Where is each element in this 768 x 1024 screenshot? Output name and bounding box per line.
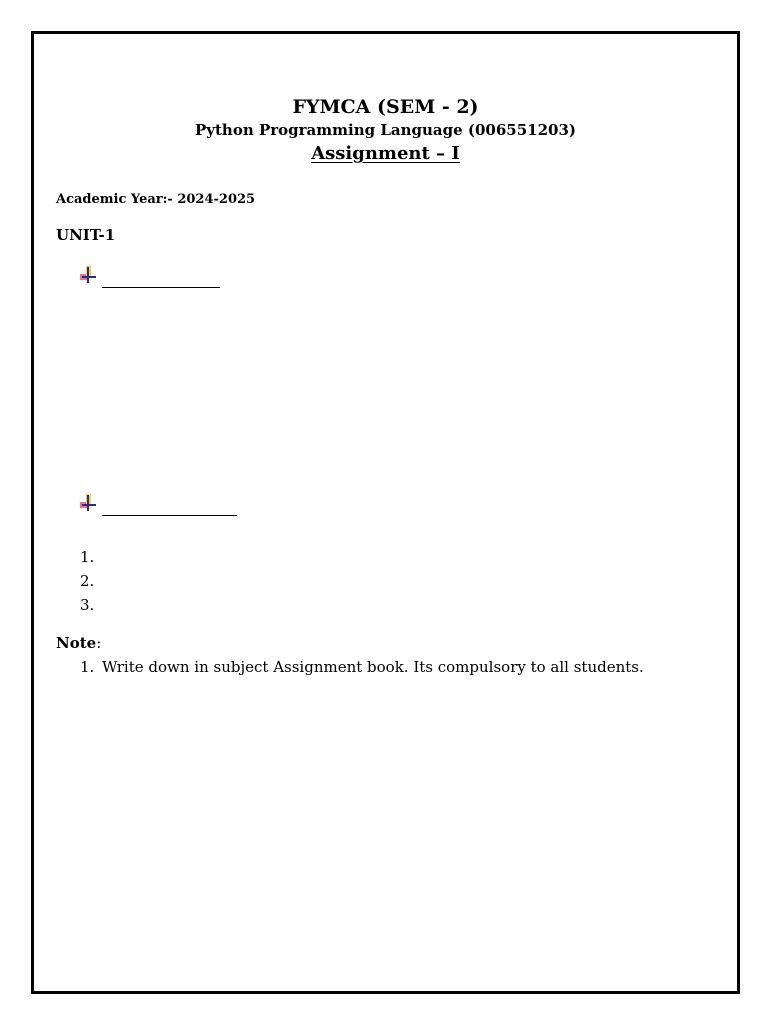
assignment-heading: Assignment – I (311, 143, 460, 164)
bullet-marker-icon (80, 494, 98, 514)
blank-answer-line (102, 515, 237, 516)
note-item (80, 656, 702, 678)
note-item-number: 1. (80, 658, 95, 676)
list-item: 1. (80, 548, 95, 566)
note-item-text: Write down in subject Assignment book. Its compulsory to all students. (102, 658, 644, 676)
course-subtitle: Python Programming Language (006551203) (195, 121, 576, 139)
academic-year: Academic Year:- 2024-2025 (56, 192, 256, 207)
blank-answer-line (102, 287, 220, 288)
list-item: 3. (80, 596, 95, 614)
numbered-list (80, 545, 94, 617)
note-colon: : (96, 634, 102, 652)
page-border (31, 31, 740, 994)
document-title: FYMCA (SEM - 2) (292, 96, 479, 118)
bullet-marker-icon (80, 266, 98, 286)
note-heading (56, 634, 101, 652)
unit-heading: UNIT-1 (56, 226, 116, 244)
list-item: 2. (80, 572, 95, 590)
note-label: Note (56, 634, 97, 652)
